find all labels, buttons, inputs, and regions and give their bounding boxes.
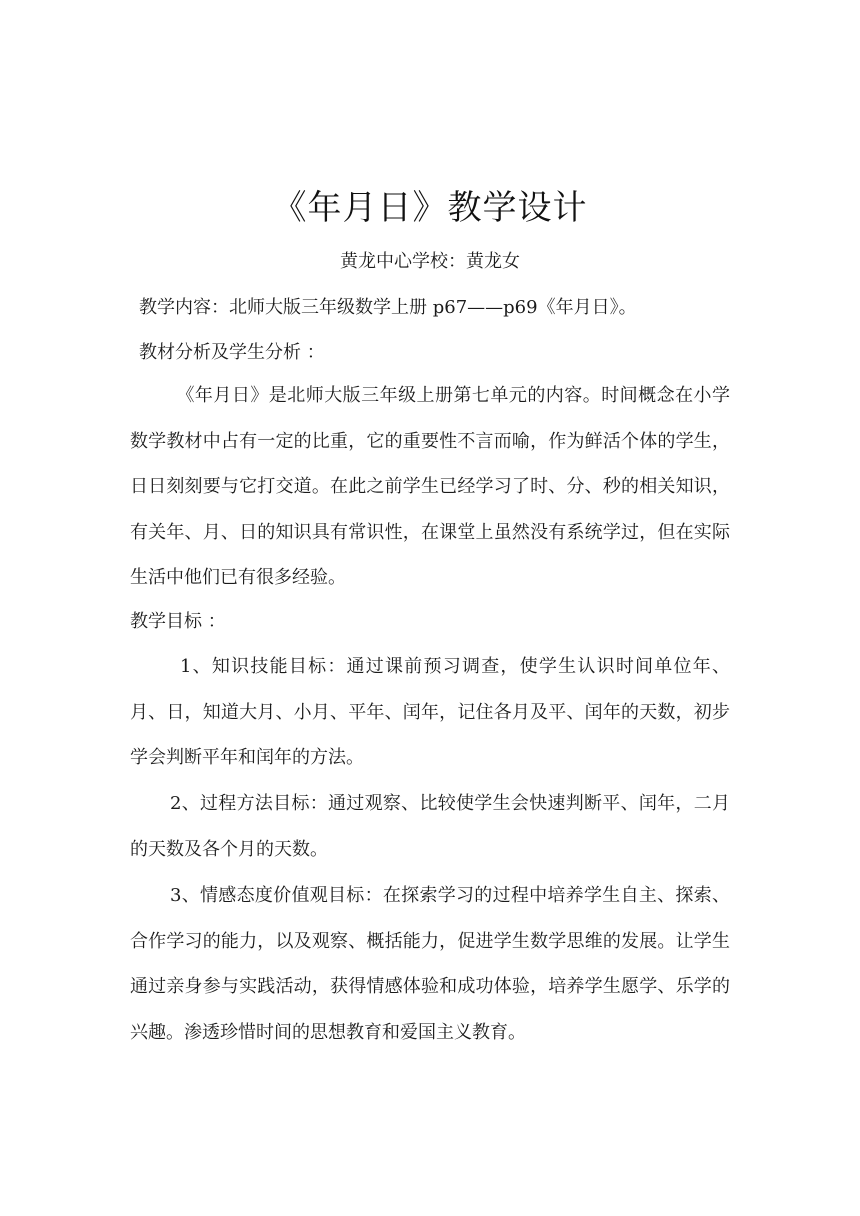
analysis-paragraph-text: 《年月日》是北师大版三年级上册第七单元的内容。时间概念在小学数学教材中占有一定的比重，它的重要性不言而喻，作为鲜活个体的学生，日日刻刻要与它打交道。在此之前学生已经学习了时、分、秒的相关知识，有关年、月、日的知识具有常识性，在课堂上虽然没有系统学过，但在实际生活中他们已有很多经验。 bbox=[130, 385, 730, 588]
goal-3-paragraph bbox=[130, 873, 730, 1055]
analysis-paragraph bbox=[130, 373, 730, 601]
document-title: 《年月日》教学设计 bbox=[272, 188, 588, 228]
analysis-heading: 教材分析及学生分析 ： bbox=[139, 342, 325, 363]
goal-1-paragraph bbox=[130, 644, 730, 781]
goal-3-text: 3、情感态度价值观目标：在探索学习的过程中培养学生自主、探索、合作学习的能力，以及观察、概括能力，促进学生数学思维的发展。让学生通过亲身参与实践活动，获得情感体验和成功体验，培养学生愿学、乐学的兴趣。渗透珍惜时间的思想教育和爱国主义教育。 bbox=[130, 885, 730, 1043]
goal-2-paragraph bbox=[130, 781, 730, 872]
goals-heading: 教学目标 ： bbox=[130, 611, 226, 632]
content-line: 教学内容：北师大版三年级数学上册 p67——p69《年月日》。 bbox=[139, 297, 637, 318]
goal-2-text: 2、过程方法目标：通过观察、比较使学生会快速判断平、闰年，二月的天数及各个月的天数。 bbox=[130, 793, 730, 860]
author-line: 黄龙中心学校：黄龙女 bbox=[340, 251, 520, 272]
goal-1-text: 1、知识技能目标：通过课前预习调查，使学生认识时间单位年、月、日，知道大月、小月、平年、闰年，记住各月及平、闰年的天数，初步学会判断平年和闰年的方法。 bbox=[130, 656, 730, 768]
